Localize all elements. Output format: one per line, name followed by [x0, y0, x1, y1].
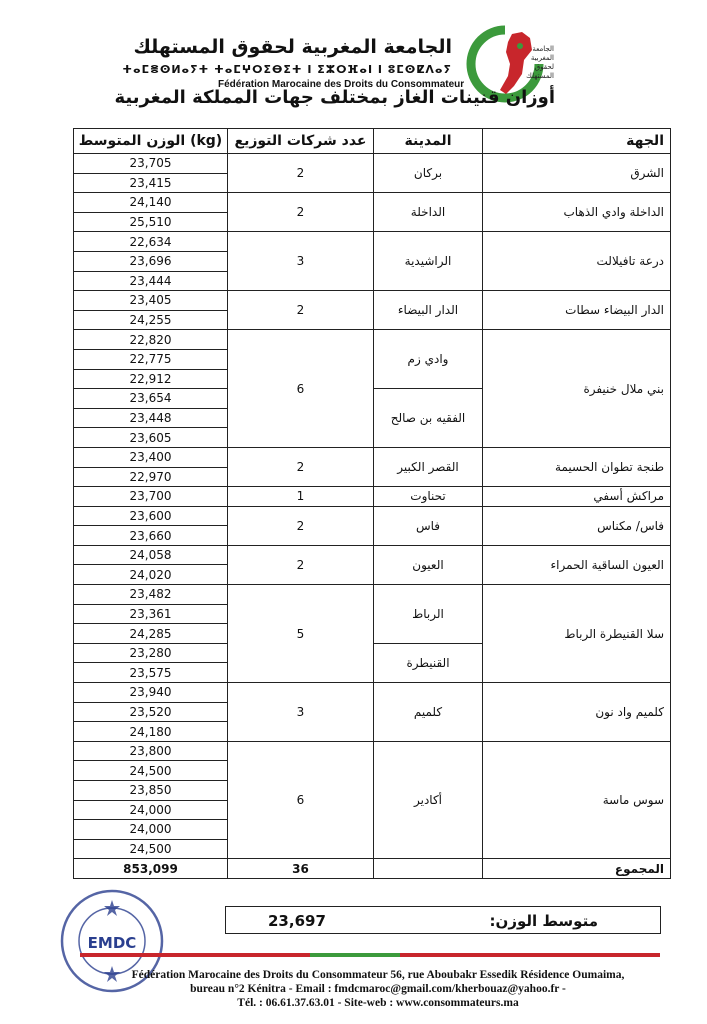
- table-header-row: [74, 129, 671, 154]
- table-row: [74, 232, 671, 252]
- weight-cell: 23,800: [74, 741, 228, 761]
- total-weight: 853,099: [74, 859, 228, 879]
- region-cell: مراكش أسفي: [483, 487, 671, 507]
- header-companies: عدد شركات التوزيع: [228, 129, 374, 154]
- stamp-label: EMDC: [87, 934, 137, 952]
- table-row: [74, 683, 671, 703]
- weight-cell: 24,000: [74, 820, 228, 840]
- companies-count-cell: 3: [228, 232, 374, 291]
- weight-cell: 23,850: [74, 781, 228, 801]
- average-weight-value: 23,697: [268, 912, 326, 930]
- weight-cell: 23,700: [74, 487, 228, 507]
- weight-cell: 23,600: [74, 506, 228, 526]
- letterhead: [0, 0, 707, 120]
- city-cell: بركان: [374, 154, 483, 193]
- weight-cell: 24,500: [74, 839, 228, 859]
- region-cell: كلميم واد نون: [483, 683, 671, 742]
- companies-count-cell: 3: [228, 683, 374, 742]
- companies-count-cell: 2: [228, 545, 374, 584]
- city-cell: فاس: [374, 506, 483, 545]
- table-row: [74, 330, 671, 350]
- companies-count-cell: 2: [228, 506, 374, 545]
- total-empty-cell: [374, 859, 483, 879]
- city-cell: القصر الكبير: [374, 447, 483, 486]
- weight-cell: 24,180: [74, 722, 228, 742]
- weight-cell: 23,415: [74, 173, 228, 193]
- companies-count-cell: 2: [228, 291, 374, 330]
- companies-count-cell: 2: [228, 154, 374, 193]
- weight-cell: 24,255: [74, 310, 228, 330]
- table-row: [74, 487, 671, 507]
- city-cell: الداخلة: [374, 193, 483, 232]
- weight-cell: 23,482: [74, 585, 228, 605]
- city-cell: أكادير: [374, 741, 483, 859]
- region-cell: سوس ماسة: [483, 741, 671, 859]
- region-cell: درعة تافيلالت: [483, 232, 671, 291]
- total-companies: 36: [228, 859, 374, 879]
- companies-count-cell: 2: [228, 447, 374, 486]
- companies-count-cell: 1: [228, 487, 374, 507]
- header-city: المدينة: [374, 129, 483, 154]
- footer-contact: [78, 968, 678, 1010]
- city-cell: القنيطرة: [374, 643, 483, 682]
- total-row: [74, 859, 671, 879]
- federation-title-french: Fédération Marocaine des Droits du Consommateur: [218, 79, 465, 90]
- weight-cell: 24,000: [74, 800, 228, 820]
- weight-cell: 23,400: [74, 447, 228, 467]
- weight-cell: 24,500: [74, 761, 228, 781]
- document-title: أوزان قنينات الغاز بمختلف جهات المملكة المغربية: [114, 87, 555, 108]
- weights-table-container: [73, 128, 663, 879]
- footer-divider: [80, 953, 660, 958]
- weights-table: [73, 128, 671, 879]
- header-weight: الوزن المتوسط (kg): [74, 129, 228, 154]
- weight-cell: 23,520: [74, 702, 228, 722]
- weight-cell: 23,654: [74, 389, 228, 409]
- city-cell: كلميم: [374, 683, 483, 742]
- city-cell: العيون: [374, 545, 483, 584]
- weight-cell: 24,058: [74, 545, 228, 565]
- weight-cell: 23,444: [74, 271, 228, 291]
- weight-cell: 23,660: [74, 526, 228, 546]
- weight-cell: 23,361: [74, 604, 228, 624]
- footer-line-3: Tél. : 06.61.37.63.01 - Site-web : www.consommateurs.ma: [237, 997, 519, 1009]
- table-row: [74, 193, 671, 213]
- weight-cell: 24,140: [74, 193, 228, 213]
- table-row: [74, 545, 671, 565]
- city-cell: تحناوت: [374, 487, 483, 507]
- weight-cell: 22,970: [74, 467, 228, 487]
- companies-count-cell: 2: [228, 193, 374, 232]
- companies-count-cell: 6: [228, 741, 374, 859]
- region-cell: الشرق: [483, 154, 671, 193]
- total-label: المجموع: [483, 859, 671, 879]
- weight-cell: 23,280: [74, 643, 228, 663]
- weight-cell: 23,605: [74, 428, 228, 448]
- average-weight-box: [225, 906, 661, 934]
- region-cell: الدار البيضاء سطات: [483, 291, 671, 330]
- weight-cell: 23,940: [74, 683, 228, 703]
- weight-cell: 22,820: [74, 330, 228, 350]
- weight-cell: 25,510: [74, 212, 228, 232]
- footer-line-2: bureau n°2 Kénitra - Email : fmdcmaroc@gmail.com/kherbouaz@yahoo.fr -: [190, 983, 566, 995]
- companies-count-cell: 5: [228, 585, 374, 683]
- weight-cell: 23,705: [74, 154, 228, 174]
- weight-cell: 22,912: [74, 369, 228, 389]
- weight-cell: 23,575: [74, 663, 228, 683]
- table-row: [74, 585, 671, 605]
- region-cell: سلا القنيطرة الرباط: [483, 585, 671, 683]
- city-cell: وادي زم: [374, 330, 483, 389]
- weight-cell: 23,696: [74, 251, 228, 271]
- table-row: [74, 506, 671, 526]
- average-weight-label: متوسط الوزن:: [489, 912, 598, 930]
- city-cell: الرباط: [374, 585, 483, 644]
- federation-title-tifinagh: ⵜⴰⵎⴻⵙⵍⴰⵢⵜ ⵜⴰⵎⵖⵔⵉⴱⵉⵜ ⵏ ⵉⵣⵔⴼⴰⵏ ⵏ ⵓⵎⵙⵇⴷⴰⵢ: [122, 63, 452, 76]
- weight-cell: 22,775: [74, 349, 228, 369]
- header-region: الجهة: [483, 129, 671, 154]
- region-cell: الداخلة وادي الذهاب: [483, 193, 671, 232]
- table-row: [74, 447, 671, 467]
- city-cell: الفقيه بن صالح: [374, 389, 483, 448]
- weight-cell: 24,285: [74, 624, 228, 644]
- weight-cell: 23,405: [74, 291, 228, 311]
- region-cell: طنجة تطوان الحسيمة: [483, 447, 671, 486]
- city-cell: الدار البيضاء: [374, 291, 483, 330]
- region-cell: بني ملال خنيفرة: [483, 330, 671, 448]
- table-row: [74, 741, 671, 761]
- city-cell: الراشيدية: [374, 232, 483, 291]
- companies-count-cell: 6: [228, 330, 374, 448]
- weight-cell: 24,020: [74, 565, 228, 585]
- region-cell: العيون الساقية الحمراء: [483, 545, 671, 584]
- weight-cell: 22,634: [74, 232, 228, 252]
- region-cell: فاس/ مكناس: [483, 506, 671, 545]
- logo-caption: الجامعة المغربية لحقوق المستهلك: [526, 45, 554, 80]
- table-row: [74, 291, 671, 311]
- table-body: [74, 154, 671, 859]
- weight-cell: 23,448: [74, 408, 228, 428]
- table-row: [74, 154, 671, 174]
- federation-title-arabic: الجامعة المغربية لحقوق المستهلك: [133, 36, 452, 58]
- footer-line-1: Fédération Marocaine des Droits du Consommateur 56, rue Aboubakr Essedik Résidence Oumaima,: [131, 969, 625, 981]
